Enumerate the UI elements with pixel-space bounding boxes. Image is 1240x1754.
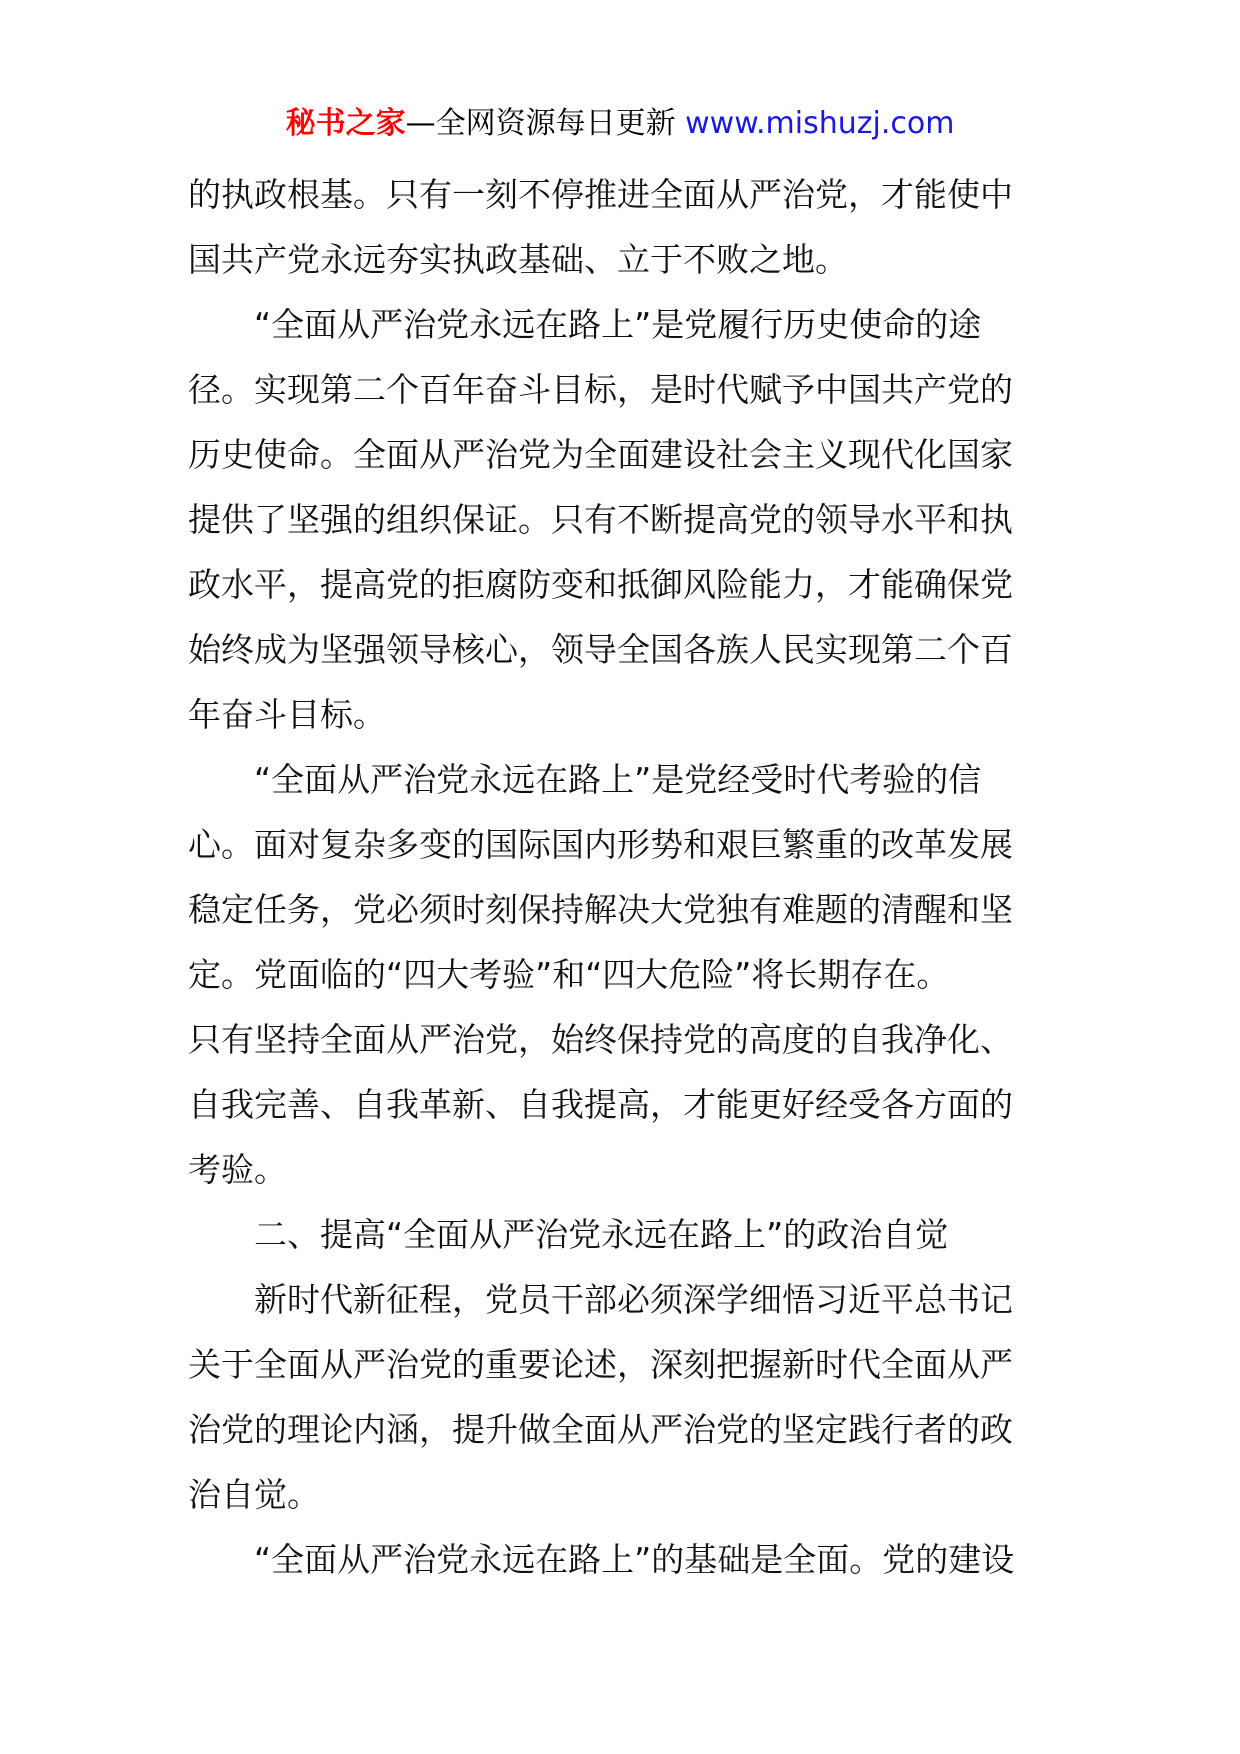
- text-line: 治党的理论内涵，提升做全面从严治党的坚定践行者的政: [188, 1410, 1013, 1449]
- text-line: “全面从严治党永远在路上”的基础是全面。党的建设: [254, 1540, 1015, 1579]
- header-url[interactable]: www.mishuzj.com: [685, 106, 955, 141]
- text-line: 历史使命。全面从严治党为全面建设社会主义现代化国家: [188, 435, 1013, 474]
- text-line: 二、提高“全面从严治党永远在路上”的政治自觉: [254, 1215, 949, 1254]
- header-tagline: —全网资源每日更新: [405, 106, 686, 141]
- text-line: 定。党面临的“四大考验”和“四大危险”将长期存在。: [188, 955, 950, 994]
- text-line: 政水平，提高党的拒腐防变和抵御风险能力，才能确保党: [188, 565, 1013, 604]
- text-line: 新时代新征程，党员干部必须深学细悟习近平总书记: [254, 1280, 1013, 1319]
- brand-name: 秘书之家: [285, 106, 406, 141]
- text-line: 考验。: [188, 1150, 287, 1189]
- text-line: “全面从严治党永远在路上”是党履行历史使命的途: [254, 305, 982, 344]
- text-line: 的执政根基。只有一刻不停推进全面从严治党，才能使中: [188, 175, 1013, 214]
- text-line: 自我完善、自我革新、自我提高，才能更好经受各方面的: [188, 1085, 1013, 1124]
- text-line: 只有坚持全面从严治党，始终保持党的高度的自我净化、: [188, 1020, 1013, 1059]
- text-line: 关于全面从严治党的重要论述，深刻把握新时代全面从严: [188, 1345, 1013, 1384]
- text-line: 国共产党永远夯实执政基础、立于不败之地。: [188, 240, 848, 279]
- text-line: 稳定任务，党必须时刻保持解决大党独有难题的清醒和坚: [188, 890, 1013, 929]
- document-body: [188, 162, 1058, 1592]
- text-line: 提供了坚强的组织保证。只有不断提高党的领导水平和执: [188, 500, 1013, 539]
- text-line: 年奋斗目标。: [188, 695, 386, 734]
- text-line: 心。面对复杂多变的国际国内形势和艰巨繁重的改革发展: [188, 825, 1013, 864]
- watermark-header: [0, 104, 1240, 144]
- text-line: 始终成为坚强领导核心，领导全国各族人民实现第二个百: [188, 630, 1013, 669]
- text-line: 径。实现第二个百年奋斗目标，是时代赋予中国共产党的: [188, 370, 1013, 409]
- text-line: 治自觉。: [188, 1475, 320, 1514]
- text-line: “全面从严治党永远在路上”是党经受时代考验的信: [254, 760, 982, 799]
